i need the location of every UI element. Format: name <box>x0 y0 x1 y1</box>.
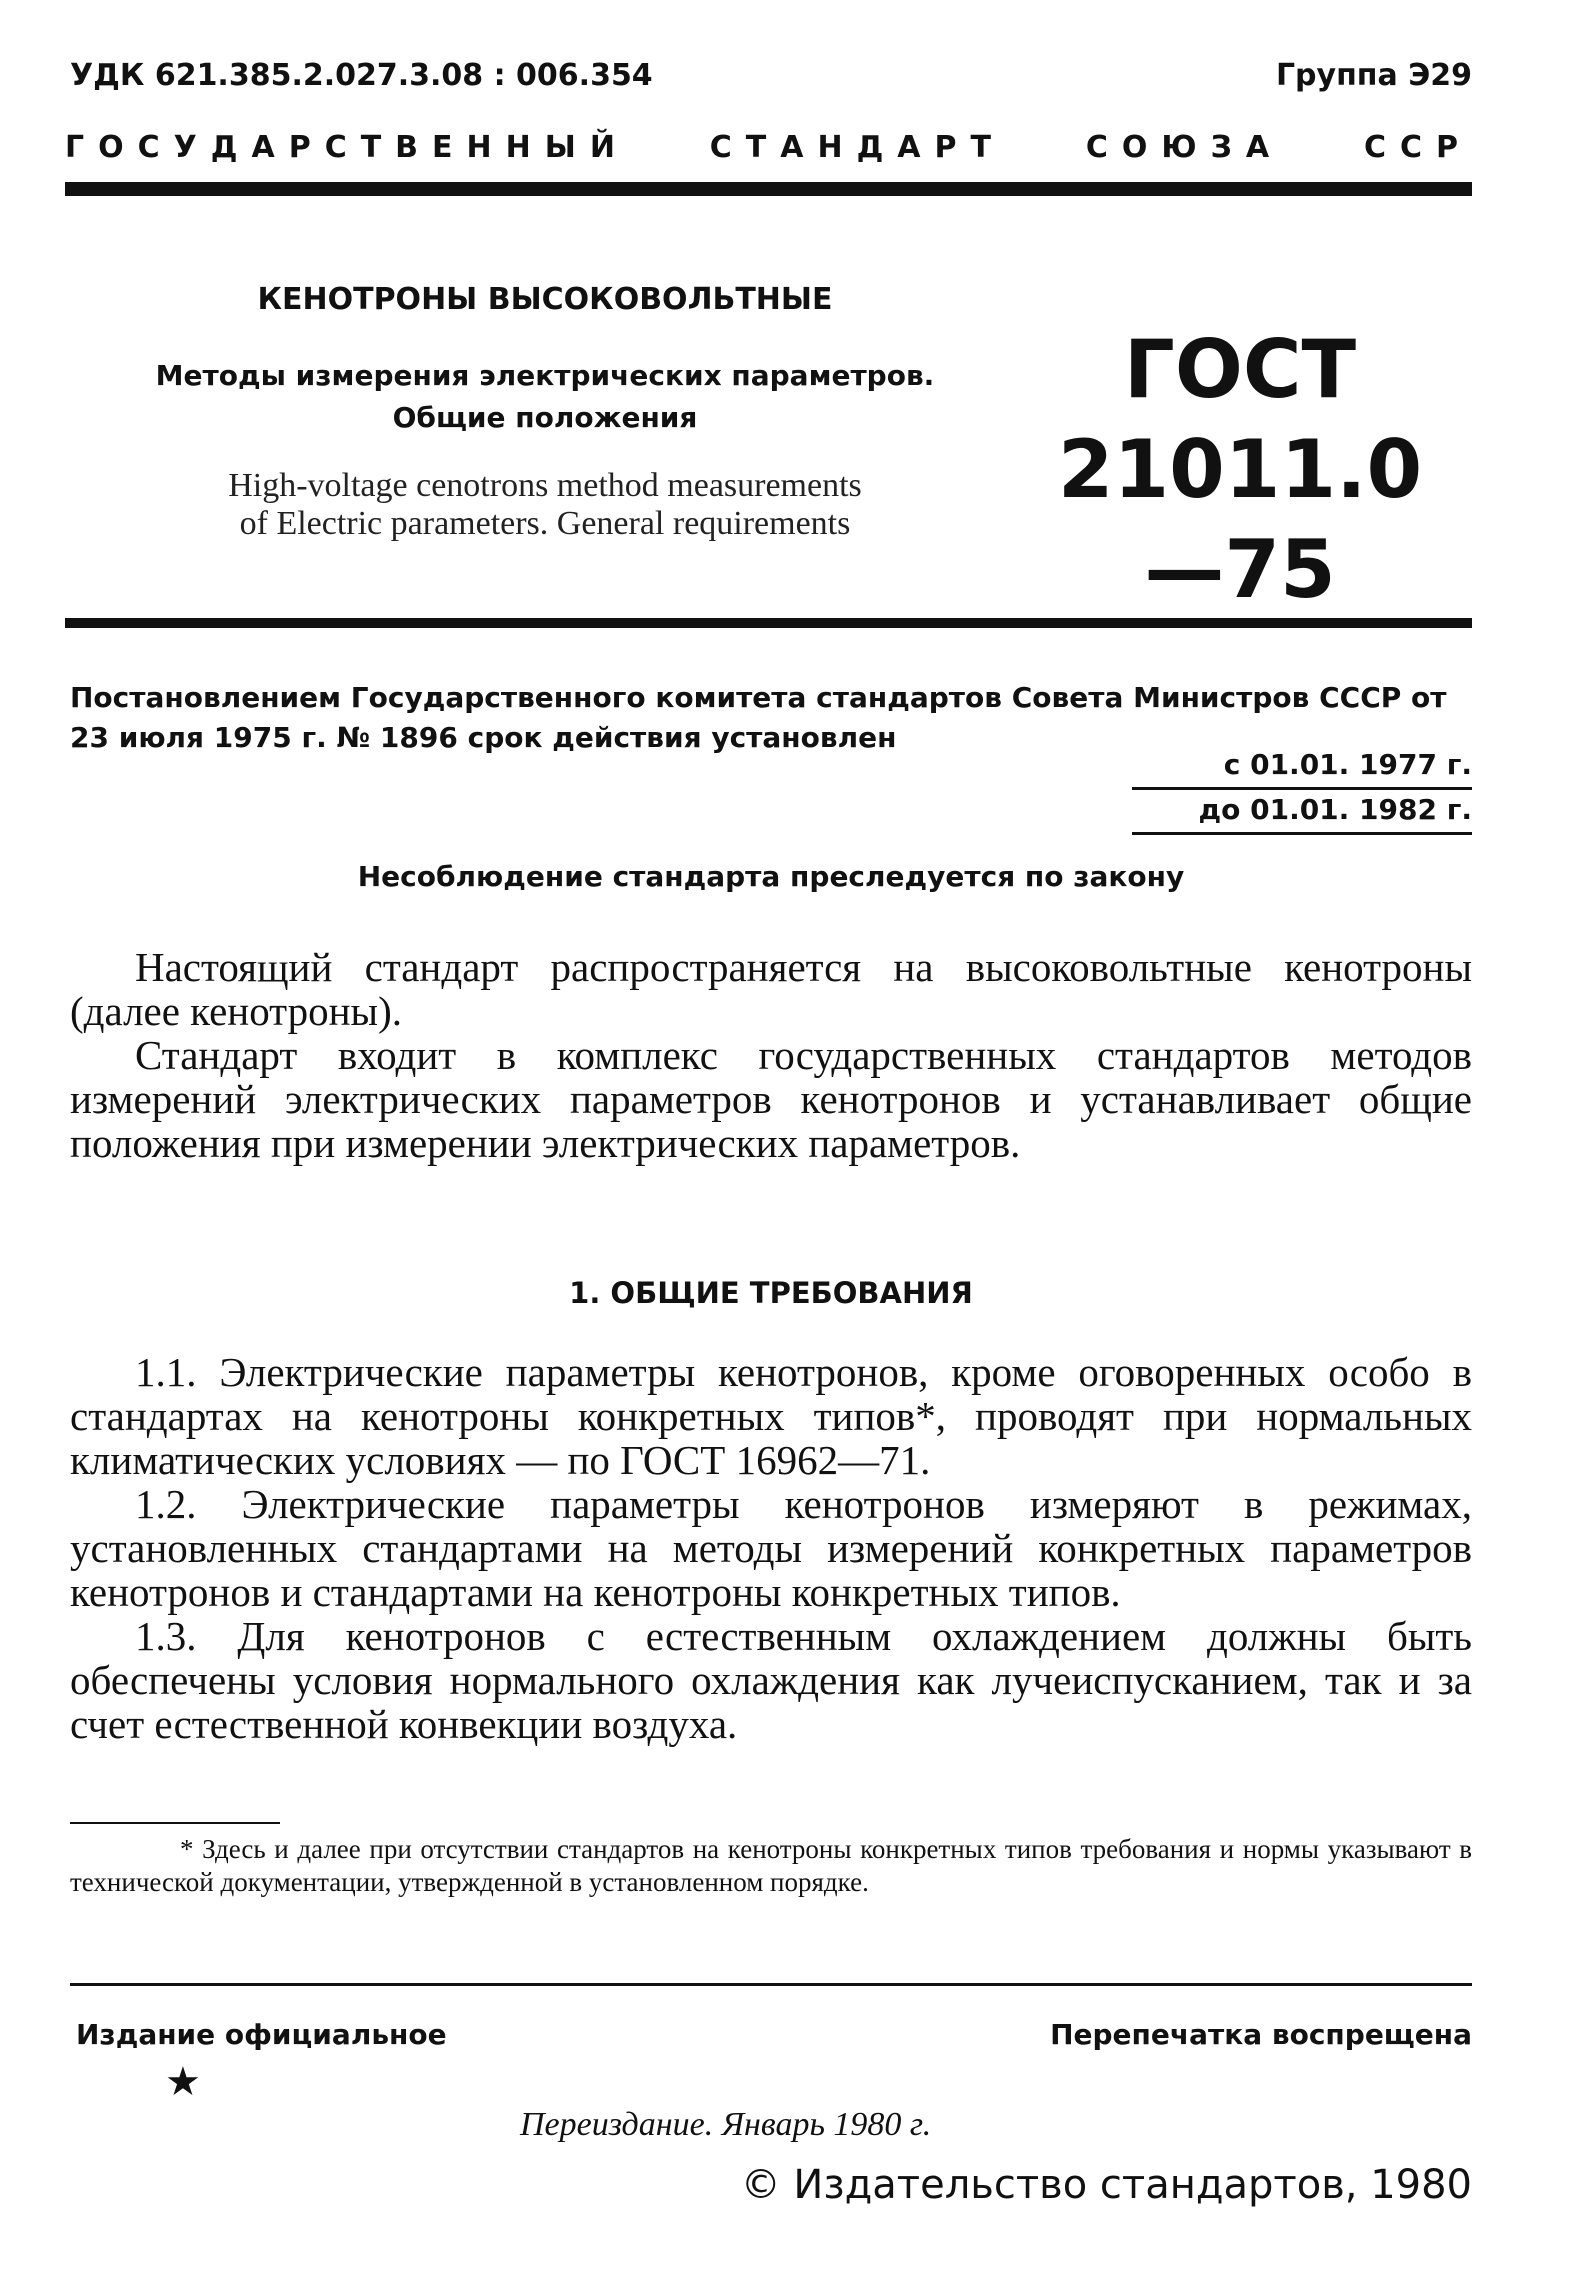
requirements-section <box>70 1350 1472 1746</box>
star-icon: ★ <box>165 2059 201 2104</box>
law-notice: Несоблюдение стандарта преследуется по закону <box>357 860 1185 893</box>
banner-word: СОЮЗА <box>1085 130 1284 165</box>
gost-code: 21011.0—75 <box>1057 423 1423 616</box>
document-subtitle <box>140 355 950 439</box>
document-title: КЕНОТРОНЫ ВЫСОКОВОЛЬТНЫЕ <box>257 282 833 317</box>
valid-from: с 01.01. 1977 г. <box>1132 745 1472 790</box>
header-rule <box>65 182 1472 196</box>
udk-code: УДК 621.385.2.027.3.08 : 006.354 <box>70 58 653 93</box>
group-code: Группа Э29 <box>1275 58 1472 93</box>
banner-word: ССР <box>1363 130 1472 165</box>
valid-to: до 01.01. 1982 г. <box>1132 790 1472 835</box>
clause: 1.2. Электрические параметры кенотронов измеряют в режимах, установленных стандартами на методы измерений конкретных параметров кенотронов и стандартами на кенотроны конкретных типов. <box>70 1481 1472 1615</box>
validity-dates <box>1132 745 1472 835</box>
decree-text: Постановлением Государственного комитета стандартов Совета Министров СССР от 23 июля 1975 г. № 1896 срок действия установлен <box>70 681 1447 754</box>
paragraph: Настоящий стандарт распространяется на высоковольтные кенотроны (далее кенотроны). <box>70 944 1472 1034</box>
reissue-note: Переиздание. Январь 1980 г. <box>520 2106 932 2143</box>
english-title-line: of Electric parameters. General requirements <box>239 505 851 542</box>
reprint-ban: Перепечатка воспрещена <box>1050 2018 1472 2051</box>
intro-section <box>70 945 1472 1165</box>
paragraph: Стандарт входит в комплекс государственных стандартов методов измерений электрических параметров кенотронов и устанавливает общие положения при измерении электрических параметров. <box>70 1032 1472 1166</box>
edition-label: Издание официальное <box>76 2018 447 2051</box>
banner-word: ГОСУДАРСТВЕННЫЙ <box>65 130 629 165</box>
subtitle-line: Общие положения <box>392 401 698 434</box>
clause: 1.3. Для кенотронов с естественным охлаждением должны быть обеспечены условия нормального охлаждения как лучеиспусканием, так и за счет естественной конвекции воздуха. <box>70 1613 1472 1747</box>
banner-word: СТАНДАРТ <box>709 130 1005 165</box>
title-rule <box>65 618 1472 628</box>
footnote-text: * Здесь и далее при отсутствии стандартов на кенотроны конкретных типов требования и нормы указывают в технической документации, утвержденной в установленном порядке. <box>70 1834 1472 1897</box>
footnote <box>70 1833 1472 1899</box>
clause: 1.1. Электрические параметры кенотронов, кроме оговоренных особо в стандартах на кенотроны конкретных типов*, проводят при нормальных климатических условиях — по ГОСТ 16962—71. <box>70 1349 1472 1483</box>
title-block <box>140 282 950 543</box>
gost-label: ГОСТ <box>1123 323 1357 416</box>
gost-number <box>1040 320 1440 620</box>
english-title-line: High-voltage cenotrons method measurements <box>228 467 862 504</box>
state-standard-banner <box>65 130 1472 165</box>
subtitle-line: Методы измерения электрических параметров. <box>155 359 935 392</box>
footer-rule <box>70 1983 1472 1986</box>
section-heading: 1. ОБЩИЕ ТРЕБОВАНИЯ <box>569 1276 973 1310</box>
english-title <box>140 467 950 543</box>
footnote-rule <box>70 1822 280 1824</box>
copyright: © Издательство стандартов, 1980 <box>740 2162 1472 2208</box>
